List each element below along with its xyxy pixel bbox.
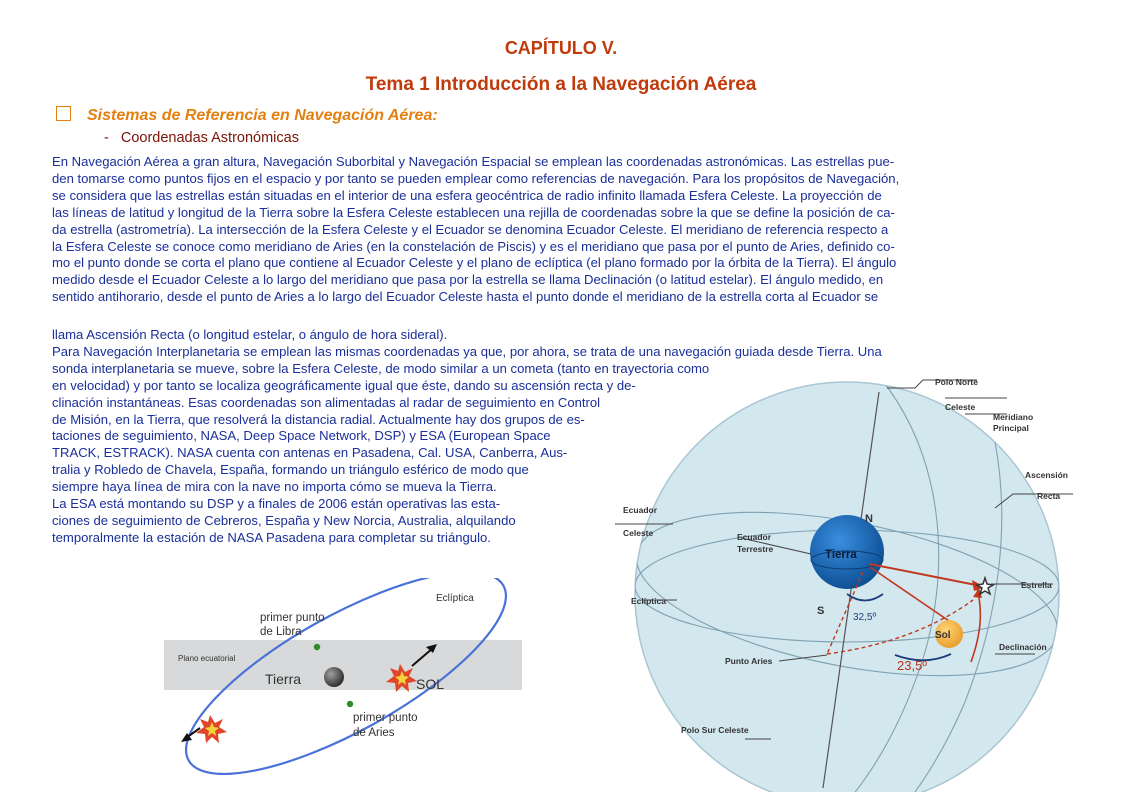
aries-label-2: de Aries <box>353 727 395 739</box>
angle-big-label: 23,5º <box>897 658 928 673</box>
section-heading <box>56 106 438 125</box>
aries-label: Punto Aries <box>725 656 773 666</box>
text-line: Para Navegación Interplanetaria se emplean las mismas coordenadas ya que, por ahora, se trata de una navegación guiada desde Tierra. Una <box>52 343 882 359</box>
text-line: llama Ascensión Recta (o longitud estelar, o ángulo de hora sideral). <box>52 327 448 342</box>
text-line: mo el punto donde se corta el plano que contiene al Ecuador Celeste y el plano de eclíptica (el plano formado por la órbita de la Tierra). El ángulo <box>52 255 897 271</box>
aries-point-dot <box>347 701 353 707</box>
subsection-bullet: - <box>104 130 109 146</box>
celeste-label: Celeste <box>945 402 976 412</box>
text-line: clinación instantáneas. Esas coordenadas son alimentadas al radar de seguimiento en Control <box>52 394 601 410</box>
theme-title: Tema 1 Introducción a la Navegación Aérea <box>365 74 757 95</box>
libra-label-1: primer punto <box>260 612 325 624</box>
south-label: S <box>817 605 825 617</box>
square-bullet-icon <box>56 106 71 121</box>
earth-sphere-icon <box>324 667 344 687</box>
north-pole-label: Polo Norte <box>935 377 978 387</box>
earth-label: Tierra <box>825 549 857 561</box>
equator-label-1: Ecuador <box>623 505 658 515</box>
text-line: se considera que las estrellas están situadas en el interior de una esfera geocéntrica de radio infinito llamada Esfera Celeste. La proyección de <box>52 187 882 203</box>
earth-label: Tierra <box>265 671 302 687</box>
equator-label-2: Celeste <box>623 528 654 538</box>
text-line: da estrella (astrometría). La intersección de la Esfera Celeste y el Ecuador se denomina Ecuador Celeste. El meridiano de referencia respecto a <box>52 221 889 237</box>
subsection-heading <box>104 130 299 146</box>
aries-label-1: primer punto <box>353 712 418 724</box>
meridian-label-1: Meridiano <box>993 412 1034 422</box>
terr-eq-label-1: Ecuador <box>737 532 772 542</box>
ra-label-2: Recta <box>1037 491 1061 501</box>
subsection-title: Coordenadas Astronómicas <box>120 130 299 146</box>
text-line: tralia y Robledo de Chavela, España, formando un triángulo esférico de modo que <box>52 462 529 478</box>
equatorial-plane <box>164 640 522 690</box>
terr-eq-label-2: Terrestre <box>737 544 774 554</box>
chapter-title: CAPÍTULO V. <box>504 38 618 58</box>
sun-label: Sol <box>935 630 951 641</box>
celestial-sphere-diagram <box>615 372 1121 792</box>
ecliptic-label: Eclíptica <box>631 596 666 606</box>
sun-label: SOL <box>416 676 445 692</box>
libra-point-dot <box>314 644 320 650</box>
text-line: TRACK, ESTRACK). NASA cuenta con antenas en Pasadena, Cal. USA, Canberra, Aus- <box>52 445 568 461</box>
text-line: En Navegación Aérea a gran altura, Navegación Suborbital y Navegación Espacial se emplean las coordenadas astronómicas. Las estrellas pue- <box>52 154 895 169</box>
text-line: medido desde el Ecuador Celeste a lo largo del meridiano que pasa por la estrella se llama Declinación (o latitud estelar). El ángulo medido, en <box>52 272 884 288</box>
text-line: sentido antihorario, desde el punto de Aries a lo largo del Ecuador Celeste hasta el punto donde el meridiano de la estrella corta al Ecuador se <box>52 289 879 305</box>
text-line: La ESA está montando su DSP y a finales de 2006 están operativas las esta- <box>52 496 501 512</box>
text-line: ciones de seguimiento de Cebreros, España y New Norcia, Australia, alquilando <box>52 512 516 528</box>
text-line: den tomarse como puntos fijos en el espacio y por tanto se pueden emplear como referencias de navegación. Para los propósitos de Navegación, <box>52 170 900 186</box>
text-line: taciones de seguimiento, NASA, Deep Space Network, DSP) y ESA (European Space <box>52 428 551 444</box>
section-title: Sistemas de Referencia en Navegación Aérea: <box>87 107 438 124</box>
star-label: Estrella <box>1021 580 1052 590</box>
text-line: siempre haya línea de mira con la nave no importa cómo se mueva la Tierra. <box>52 479 497 495</box>
declination-label: Declinación <box>999 642 1047 652</box>
meridian-label-2: Principal <box>993 423 1029 433</box>
text-line: temporalmente la estación de NASA Pasadena para completar su triángulo. <box>52 529 491 545</box>
text-line: en velocidad) y por tanto se localiza geográficamente igual que éste, dando su ascensión recta y de- <box>52 377 636 393</box>
north-label: N <box>865 513 873 525</box>
text-line: sonda interplanetaria se mueve, sobre la Esfera Celeste, de modo similar a un cometa (tanto en trayectoria como <box>52 360 710 376</box>
ecliptic-diagram <box>150 578 530 790</box>
libra-label-2: de Libra <box>260 626 302 638</box>
plane-label: Plano ecuatorial <box>178 654 236 663</box>
paragraph-1 <box>52 154 899 306</box>
ra-label-1: Ascensión <box>1025 470 1068 480</box>
text-line: la Esfera Celeste se conoce como meridiano de Aries (en la constelación de Piscis) y es el meridiano que pasa por el punto de Aries, definido co- <box>52 238 895 254</box>
text-line: las líneas de latitud y longitud de la Tierra sobre la Esfera Celeste establecen una rejilla de coordenadas sobre la que se define la posición de ca- <box>52 204 895 220</box>
text-line: de Misión, en la Tierra, que resolverá la distancia radial. Actualmente hay dos grupos de es- <box>52 411 585 427</box>
ecliptic-label: Eclíptica <box>436 593 474 604</box>
angle-small-label: 32,5º <box>853 612 877 623</box>
south-pole-label: Polo Sur Celeste <box>681 725 749 735</box>
